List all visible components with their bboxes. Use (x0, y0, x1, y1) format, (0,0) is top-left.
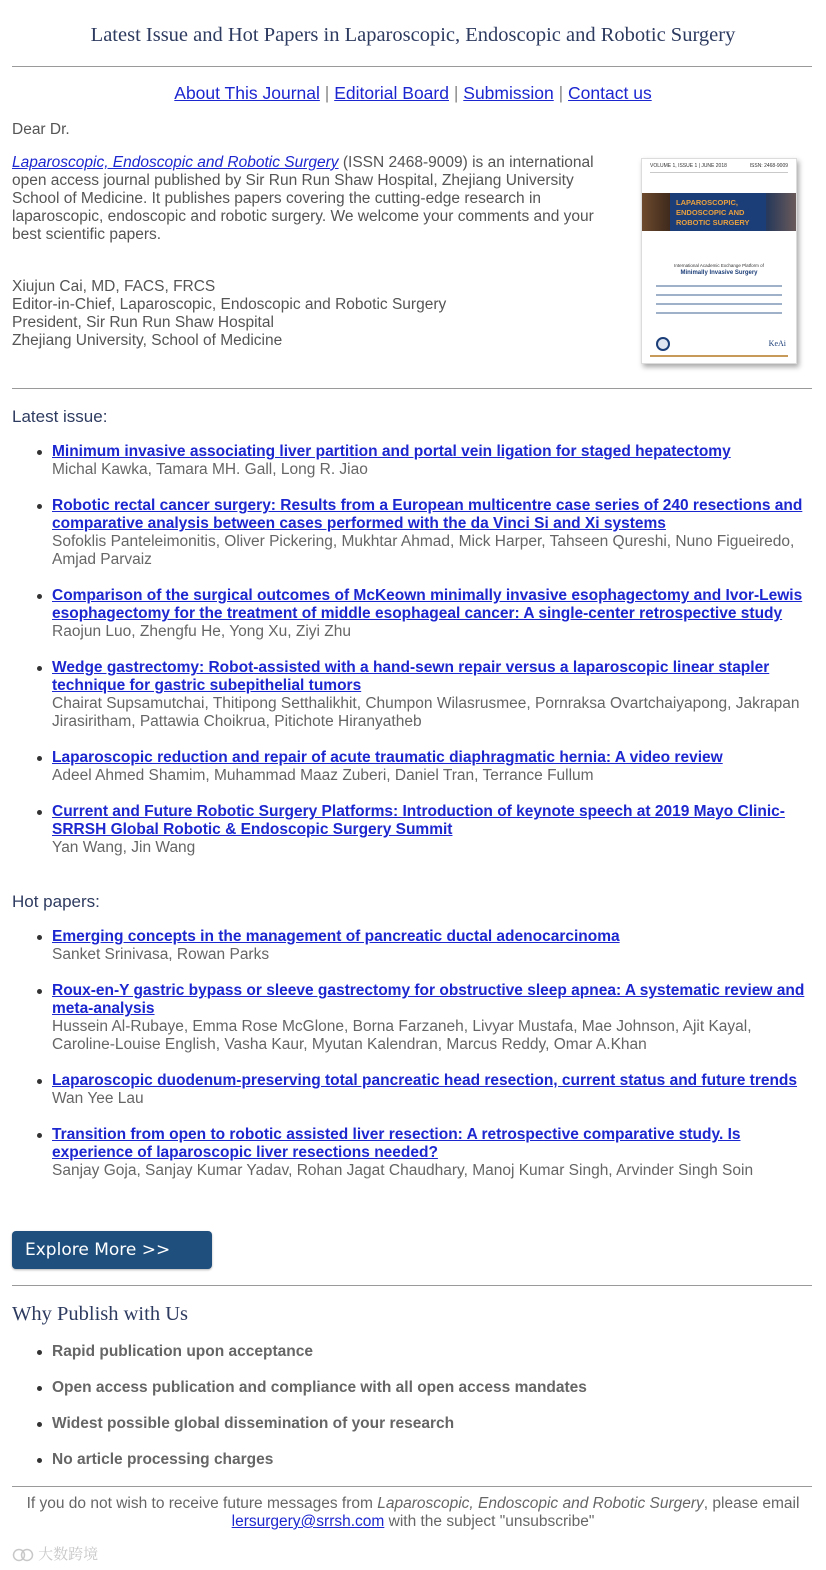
paper-authors: Sanjay Goja, Sanjay Kumar Yadav, Rohan Jagat Chaudhary, Manoj Kumar Singh, Arvinder Singh Soin (52, 1162, 754, 1179)
footer-text: If you do not wish to receive future messages from (26, 1495, 378, 1512)
nav-separator: | (453, 83, 459, 103)
watermark-logo (12, 1543, 98, 1564)
hot-papers-heading: Hot papers: (12, 892, 100, 911)
benefit-item: Open access publication and compliance with all open access mandates (52, 1379, 587, 1396)
list-item (52, 497, 814, 569)
list-item (52, 928, 814, 964)
paper-authors: Michal Kawka, Tamara MH. Gall, Long R. Jiao (52, 461, 368, 478)
benefit-item: Rapid publication upon acceptance (52, 1343, 587, 1361)
watermark-icon (12, 1548, 34, 1562)
hot-papers-list (52, 928, 814, 1198)
benefit-item: No article processing charges (52, 1451, 587, 1469)
email-title: Latest Issue and Hot Papers in Laparoscopic, Endoscopic and Robotic Surgery (90, 24, 736, 46)
cover-title-line: ENDOSCOPIC AND (676, 208, 745, 217)
benefit-item: Widest possible global dissemination of your research (52, 1415, 587, 1433)
paper-authors: Sanket Srinivasa, Rowan Parks (52, 946, 270, 963)
paper-title-link[interactable]: Transition from open to robotic assisted liver resection: A retrospective comparative study. Is experience of laparoscopic liver resections needed? (52, 1126, 741, 1161)
paper-title-link[interactable]: Laparoscopic duodenum-preserving total pancreatic head resection, current status and future trends (52, 1072, 798, 1089)
cover-title-line: LAPAROSCOPIC, (676, 198, 738, 207)
cover-subtitle-bold: Minimally Invasive Surgery (680, 270, 758, 276)
paper-title-link[interactable]: Minimum invasive associating liver partition and portal vein ligation for staged hepatectomy (52, 443, 731, 460)
footer-text: , please email (703, 1495, 800, 1512)
paper-title-link[interactable]: Wedge gastrectomy: Robot-assisted with a hand-sewn repair versus a laparoscopic linear stapler technique for gastric subepithelial tumors (52, 659, 770, 694)
nav-editorial-board[interactable]: Editorial Board (334, 83, 449, 103)
paper-title-link[interactable]: Comparison of the surgical outcomes of McKeown minimally invasive esophagectomy and Ivor-Lewis esophagectomy for the treatment of middle esophageal cancer: A single-center retrospective study (52, 587, 803, 622)
paper-title-link[interactable]: Current and Future Robotic Surgery Platforms: Introduction of keynote speech at 2019 Mayo Clinic-SRRSH Global Robotic & Endoscopic Surgery Summit (52, 803, 785, 838)
list-item (52, 1126, 814, 1180)
watermark-text: 大数跨境 (38, 1546, 99, 1563)
cover-topline (650, 163, 788, 173)
nav-separator: | (324, 83, 330, 103)
footer-journal-name: Laparoscopic, Endoscopic and Robotic Surgery (377, 1495, 704, 1512)
paper-title-link[interactable]: Emerging concepts in the management of pancreatic ductal adenocarcinoma (52, 928, 620, 945)
journal-nav (0, 83, 826, 104)
greeting: Dear Dr. (12, 121, 70, 138)
cover-banner (642, 193, 796, 231)
cover-title (670, 193, 766, 231)
hospital-seal-icon (656, 337, 670, 351)
latest-issue-list (52, 443, 814, 875)
nav-separator: | (558, 83, 564, 103)
journal-cover-image[interactable] (641, 158, 797, 364)
intro-text: (ISSN 2468-9009) is an international open access journal published by Sir Run Run Shaw Hospital, Zhejiang University School of Medicine. It publishes papers covering the cutting-edge research in laparoscopic, endoscopic and robotic surgery. We welcome your comments and your best scientific papers. (12, 154, 594, 243)
paper-title-link[interactable]: Robotic rectal cancer surgery: Results from a European multicentre case series of 240 resections and comparative analysis between cases performed with the da Vinci Si and Xi systems (52, 497, 803, 532)
list-item (52, 803, 814, 857)
intro-paragraph (12, 154, 622, 244)
signature-block (12, 278, 446, 350)
cover-issn: ISSN: 2468-9009 (749, 163, 788, 169)
list-item (52, 749, 814, 785)
cover-title-line: ROBOTIC SURGERY (676, 218, 750, 227)
unsubscribe-footer (0, 1495, 826, 1531)
cover-text-lines (656, 285, 782, 321)
paper-authors: Adeel Ahmed Shamim, Muhammad Maaz Zuberi, Daniel Tran, Terrance Fullum (52, 767, 594, 784)
publisher-logo: KeAi (768, 339, 786, 348)
signature-line: President, Sir Run Run Shaw Hospital (12, 314, 274, 331)
list-item (52, 443, 814, 479)
divider (12, 1486, 812, 1487)
nav-submission[interactable]: Submission (463, 83, 554, 103)
cover-subtitle: International Academic Exchange Platform of (674, 263, 764, 268)
latest-issue-heading: Latest issue: (12, 407, 108, 426)
signature-line: Editor-in-Chief, Laparoscopic, Endoscopic and Robotic Surgery (12, 296, 447, 313)
paper-authors: Raojun Luo, Zhengfu He, Yong Xu, Ziyi Zhu (52, 623, 352, 640)
paper-authors: Yan Wang, Jin Wang (52, 839, 196, 856)
paper-authors: Chairat Supsamutchai, Thitipong Setthalikhit, Chumpon Wilasrusmee, Pornraksa Ovartchaiyapong, Jakrapan Jirasiritham, Pattawia Choikrua, Pitichote Hiranyatheb (52, 695, 800, 730)
list-item (52, 982, 814, 1054)
cover-volume: VOLUME 1, ISSUE 1 | JUNE 2018 (650, 163, 727, 169)
journal-name-link[interactable]: Laparoscopic, Endoscopic and Robotic Surgery (12, 154, 339, 171)
why-publish-list (52, 1343, 587, 1487)
unsubscribe-email-link[interactable]: lersurgery@srrsh.com (231, 1513, 385, 1530)
paper-authors: Wan Yee Lau (52, 1090, 144, 1107)
divider (12, 1285, 812, 1286)
divider (12, 66, 812, 67)
why-publish-heading: Why Publish with Us (12, 1303, 188, 1325)
paper-authors: Hussein Al-Rubaye, Emma Rose McGlone, Borna Farzaneh, Livyar Mustafa, Mae Johnson, Ajit Kayal, Caroline-Louise English, Vasha Kaur, Myutan Kalendran, Marcus Reddy, Omar A.Khan (52, 1018, 752, 1053)
divider (12, 388, 812, 389)
paper-title-link[interactable]: Roux-en-Y gastric bypass or sleeve gastrectomy for obstructive sleep apnea: A systematic review and meta-analysis (52, 982, 805, 1017)
signature-line: Zhejiang University, School of Medicine (12, 332, 283, 349)
list-item (52, 587, 814, 641)
cover-footer-line (650, 355, 788, 357)
list-item (52, 1072, 814, 1108)
explore-more-button[interactable]: Explore More >> (12, 1231, 212, 1269)
nav-contact-us[interactable]: Contact us (568, 83, 652, 103)
signature-line: Xiujun Cai, MD, FACS, FRCS (12, 278, 216, 295)
footer-text: with the subject "unsubscribe" (384, 1513, 595, 1530)
nav-about-journal[interactable]: About This Journal (174, 83, 320, 103)
paper-authors: Sofoklis Panteleimonitis, Oliver Pickering, Mukhtar Ahmad, Mick Harper, Tahseen Qureshi, Nuno Figueiredo, Amjad Parvaiz (52, 533, 795, 568)
paper-title-link[interactable]: Laparoscopic reduction and repair of acute traumatic diaphragmatic hernia: A video review (52, 749, 723, 766)
list-item (52, 659, 814, 731)
